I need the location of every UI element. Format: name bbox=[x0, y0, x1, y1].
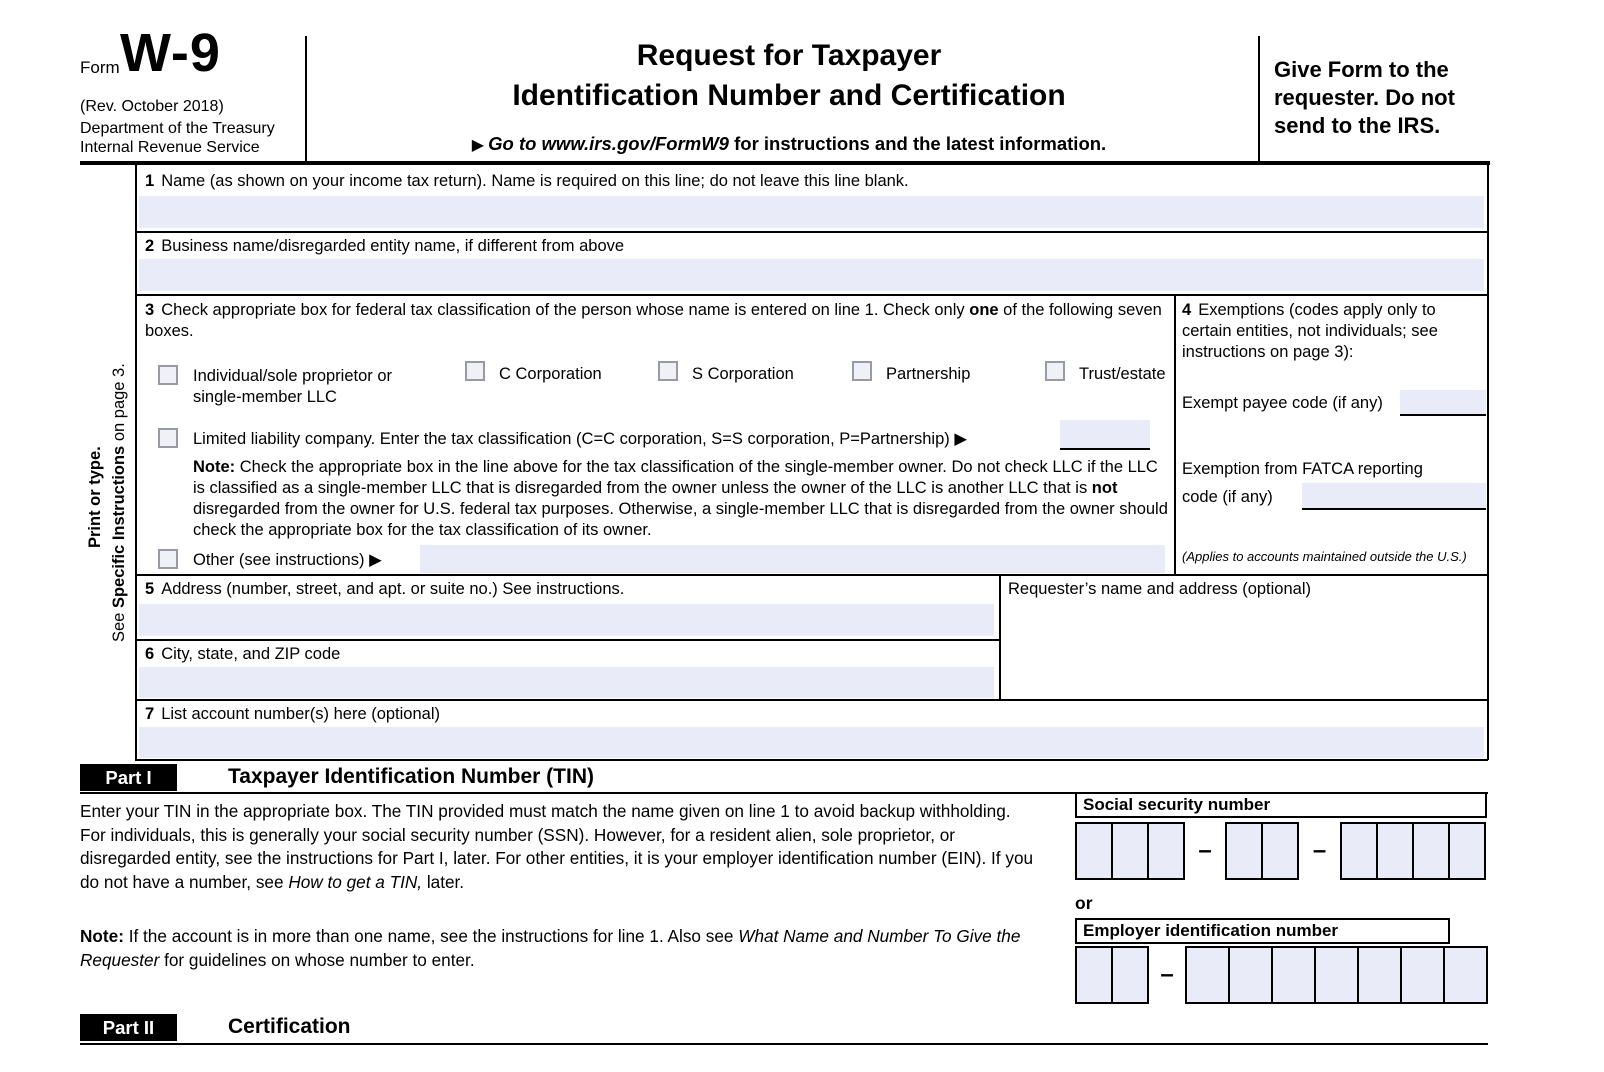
requester-name-address-input[interactable] bbox=[1001, 602, 1486, 697]
department-of-treasury: Department of the Treasury bbox=[80, 120, 275, 137]
ssn-digit-box[interactable] bbox=[1261, 822, 1299, 880]
checkbox-c-corporation[interactable] bbox=[465, 361, 485, 381]
sidebar-see-instructions: See Specific Instructions on page 3. bbox=[110, 363, 128, 642]
line1-label: 1 Name (as shown on your income tax return). Name is required on this line; do not leave this line blank. bbox=[145, 172, 909, 190]
form-word-label: Form bbox=[80, 58, 120, 77]
ssn-group-3 bbox=[1340, 822, 1486, 880]
ein-digit-box[interactable] bbox=[1075, 946, 1113, 1004]
ssn-digit-box[interactable] bbox=[1340, 822, 1378, 880]
ein-digit-box[interactable] bbox=[1357, 946, 1402, 1004]
fatca-code-input[interactable] bbox=[1302, 483, 1486, 510]
irs-url-link[interactable]: www.irs.gov/FormW9 bbox=[541, 133, 729, 154]
body-border-left bbox=[135, 165, 137, 760]
ein-digit-box[interactable] bbox=[1271, 946, 1316, 1004]
checkbox-partnership[interactable] bbox=[852, 361, 872, 381]
exempt-payee-label: Exempt payee code (if any) bbox=[1182, 394, 1383, 412]
other-classification-input[interactable] bbox=[420, 545, 1165, 573]
requester-name-address-label: Requester’s name and address (optional) bbox=[1008, 580, 1311, 598]
form-title-line2: Identification Number and Certification bbox=[512, 79, 1066, 112]
account-numbers-input[interactable] bbox=[139, 727, 1484, 758]
box3-box4-divider bbox=[1174, 294, 1176, 574]
row6-separator bbox=[135, 699, 1488, 701]
header-divider-right bbox=[1258, 36, 1260, 162]
ssn-group-1 bbox=[1075, 822, 1185, 880]
form-title bbox=[320, 36, 1258, 116]
name-input[interactable] bbox=[139, 196, 1484, 228]
llc-classification-input[interactable] bbox=[1060, 420, 1150, 450]
row3-separator bbox=[135, 574, 1488, 576]
ssn-dash-2: – bbox=[1312, 837, 1327, 864]
checkbox-individual-label: Individual/sole proprietor or single-member LLC bbox=[193, 367, 393, 406]
sidebar-print-or-type: Print or type. bbox=[86, 446, 104, 548]
goto-post-text: for instructions and the latest information. bbox=[728, 133, 1107, 154]
exempt-payee-code-input[interactable] bbox=[1400, 390, 1486, 416]
checkbox-s-corporation[interactable] bbox=[658, 361, 678, 381]
part2-rule bbox=[80, 1043, 1488, 1045]
ssn-dash-1: – bbox=[1198, 837, 1212, 864]
checkbox-trust-estate-label: Trust/estate bbox=[1079, 365, 1166, 383]
or-label: or bbox=[1075, 893, 1093, 913]
checkbox-other[interactable] bbox=[158, 549, 178, 569]
arrow-right-icon: ▶ bbox=[954, 430, 968, 448]
part1-note: Note: If the account is in more than one name, see the instructions for line 1. Also see What Name and Number To Give the Requester for guidelines on whose number to enter. bbox=[80, 926, 1021, 970]
ein-digit-box[interactable] bbox=[1228, 946, 1273, 1004]
applies-outside-us-note: (Applies to accounts maintained outside the U.S.) bbox=[1182, 549, 1467, 564]
ssn-digit-box[interactable] bbox=[1376, 822, 1414, 880]
ssn-digit-box[interactable] bbox=[1075, 822, 1113, 880]
city-state-zip-input[interactable] bbox=[139, 667, 994, 698]
checkbox-trust-estate[interactable] bbox=[1045, 361, 1065, 381]
fatca-label-line2: code (if any) bbox=[1182, 488, 1273, 506]
part1-paragraph: Enter your TIN in the appropriate box. The TIN provided must match the name given on line 1 to avoid backup withholding. For individuals, this is generally your social security number (SSN). However, for a resident alien, sole proprietor, or disregarded entity, see the instructions for Part I, later. For other entities, it is your employer identification number (EIN). If you do not have a number, see How to get a TIN, later. bbox=[80, 801, 1034, 892]
checkbox-s-corporation-label: S Corporation bbox=[692, 365, 794, 383]
part1-title: Taxpayer Identification Number (TIN) bbox=[228, 765, 594, 788]
form-number: W-9 bbox=[120, 23, 221, 83]
fatca-label-line1: Exemption from FATCA reporting bbox=[1182, 460, 1423, 478]
form-title-line1: Request for Taxpayer bbox=[636, 39, 942, 72]
row1-separator bbox=[135, 231, 1488, 233]
ein-dash: – bbox=[1160, 961, 1174, 988]
line7-label: 7 List account number(s) here (optional) bbox=[145, 705, 440, 723]
line5-label: 5 Address (number, street, and apt. or suite no.) See instructions. bbox=[145, 580, 625, 598]
checkbox-c-corporation-label: C Corporation bbox=[499, 365, 602, 383]
ein-digit-box[interactable] bbox=[1314, 946, 1359, 1004]
part1-badge: Part I bbox=[80, 764, 177, 791]
business-name-input[interactable] bbox=[139, 259, 1484, 291]
form-revision: (Rev. October 2018) bbox=[80, 98, 224, 115]
body-border-right bbox=[1487, 165, 1489, 760]
ein-group-2 bbox=[1185, 946, 1488, 1004]
arrow-right-icon: ▶ bbox=[369, 551, 382, 569]
header-rule bbox=[80, 161, 1490, 165]
llc-note: Note: Check the appropriate box in the line above for the tax classification of the single-member owner. Do not check LLC if the LLC is classified as a single-member LLC that is disregarded from the owner unless the owner of the LLC is another LLC that is not disregarded from the owner for U.S. federal tax purposes. Otherwise, a single-member LLC that is disregarded from the owner should check the appropriate box for the tax classification of its owner. bbox=[193, 458, 1168, 539]
internal-revenue-service: Internal Revenue Service bbox=[80, 139, 260, 156]
body-border-bottom bbox=[135, 759, 1488, 761]
ssn-digit-box[interactable] bbox=[1111, 822, 1149, 880]
header-divider-left bbox=[305, 36, 307, 162]
checkbox-other-label: Other (see instructions) ▶ bbox=[193, 551, 382, 569]
ein-group-1 bbox=[1075, 946, 1149, 1004]
ein-label-box: Employer identification number bbox=[1075, 918, 1450, 944]
checkbox-partnership-label: Partnership bbox=[886, 365, 971, 383]
ssn-group-2 bbox=[1225, 822, 1299, 880]
ein-digit-box[interactable] bbox=[1185, 946, 1230, 1004]
goto-pre-text: Go to bbox=[488, 133, 542, 154]
address-input[interactable] bbox=[139, 604, 994, 636]
ssn-digit-box[interactable] bbox=[1225, 822, 1263, 880]
row2-separator bbox=[135, 294, 1488, 296]
line2-label: 2 Business name/disregarded entity name, if different from above bbox=[145, 237, 625, 255]
arrow-right-icon: ▶ bbox=[471, 137, 485, 154]
ssn-label-box: Social security number bbox=[1075, 792, 1487, 818]
ssn-digit-box[interactable] bbox=[1147, 822, 1185, 880]
ein-digit-box[interactable] bbox=[1111, 946, 1149, 1004]
ssn-digit-box[interactable] bbox=[1448, 822, 1486, 880]
line4-label: 4 Exemptions (codes apply only to certain entities, not individuals; see instructions on page 3): bbox=[1182, 301, 1438, 361]
ein-digit-box[interactable] bbox=[1443, 946, 1488, 1004]
line3-label: 3 Check appropriate box for federal tax classification of the person whose name is entered on line 1. Check only one of the following seven boxes. bbox=[145, 301, 1162, 340]
line6-label: 6 City, state, and ZIP code bbox=[145, 645, 341, 663]
row5-separator bbox=[135, 639, 999, 641]
goto-instructions bbox=[320, 133, 1258, 155]
ein-digit-box[interactable] bbox=[1400, 946, 1445, 1004]
part2-title: Certification bbox=[228, 1015, 351, 1038]
checkbox-llc-label: Limited liability company. Enter the tax classification (C=C corporation, S=S corporation, P=Partnership) ▶ bbox=[193, 430, 968, 448]
checkbox-individual-sole-proprietor[interactable] bbox=[158, 365, 178, 385]
give-form-notice: Give Form to the requester. Do not send to the IRS. bbox=[1274, 57, 1455, 138]
checkbox-llc[interactable] bbox=[158, 428, 178, 448]
ssn-digit-box[interactable] bbox=[1412, 822, 1450, 880]
part2-badge: Part II bbox=[80, 1014, 177, 1041]
